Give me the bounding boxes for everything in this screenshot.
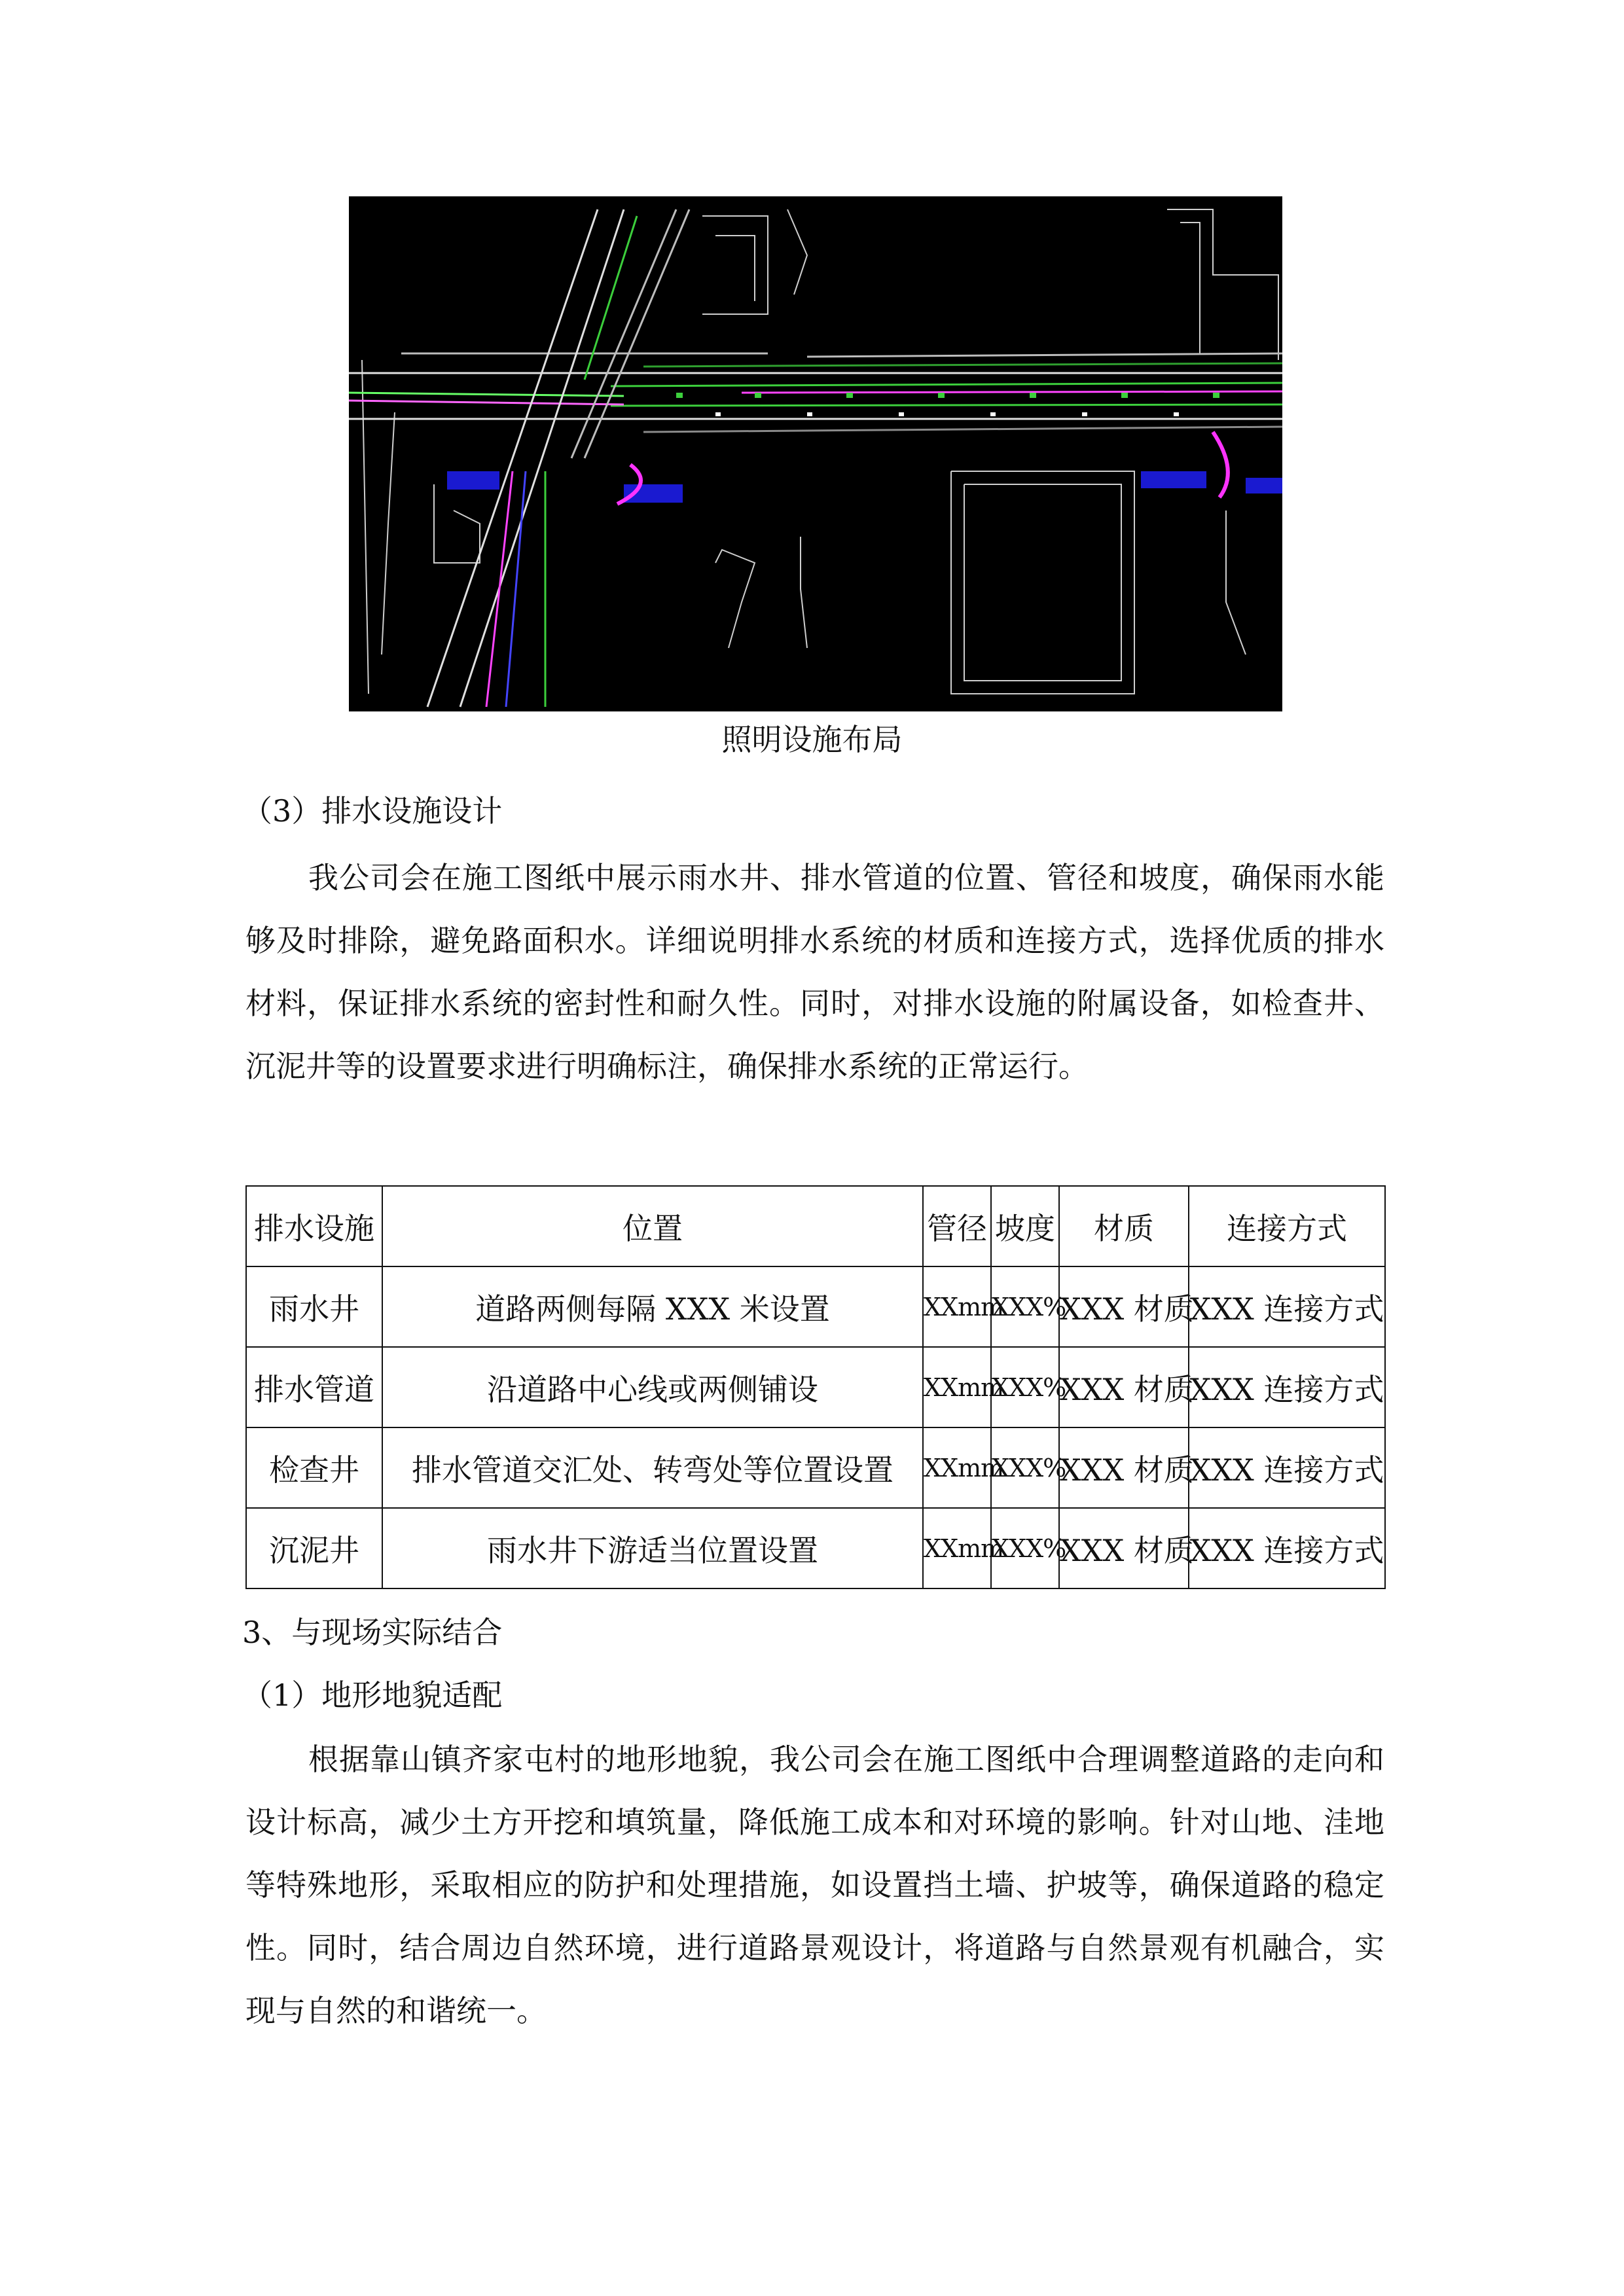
table-cell: XXX% xyxy=(991,1347,1059,1427)
table-cell: XXX 材质 xyxy=(1059,1508,1189,1588)
table-cell: XXmm xyxy=(923,1427,991,1508)
table-cell: XXX% xyxy=(991,1266,1059,1347)
drainage-facilities-table xyxy=(245,1185,1386,1589)
table-cell: 雨水井 xyxy=(246,1266,382,1347)
table-cell: 雨水井下游适当位置设置 xyxy=(382,1508,923,1588)
table-cell: XXX% xyxy=(991,1427,1059,1508)
table-header-cell: 坡度 xyxy=(991,1186,1059,1266)
terrain-subheading: （1）地形地貌适配 xyxy=(242,1677,503,1713)
site-section-heading: 3、与现场实际结合 xyxy=(242,1615,503,1650)
table-header-cell: 管径 xyxy=(923,1186,991,1266)
table-cell: 道路两侧每隔 XXX 米设置 xyxy=(382,1266,923,1347)
table-cell: XXX 连接方式 xyxy=(1189,1508,1385,1588)
table-cell: 沿道路中心线或两侧铺设 xyxy=(382,1347,923,1427)
table-cell: XXX 材质 xyxy=(1059,1347,1189,1427)
table-cell: XXX 连接方式 xyxy=(1189,1347,1385,1427)
table-row xyxy=(246,1266,1385,1347)
table-cell: XXX 连接方式 xyxy=(1189,1427,1385,1508)
table-row xyxy=(246,1347,1385,1427)
table-cell: XXmm xyxy=(923,1266,991,1347)
table-header-cell: 连接方式 xyxy=(1189,1186,1385,1266)
table-row xyxy=(246,1508,1385,1588)
table-cell: XXmm xyxy=(923,1508,991,1588)
table-row xyxy=(246,1427,1385,1508)
table-cell: XXX% xyxy=(991,1508,1059,1588)
table-cell: XXmm xyxy=(923,1347,991,1427)
terrain-paragraph: 根据靠山镇齐家屯村的地形地貌，我公司会在施工图纸中合理调整道路的走向和设计标高，减少土方开挖和填筑量，降低施工成本和对环境的影响。针对山地、洼地等特殊地形，采取相应的防护和处理措施，如设置挡土墙、护坡等，确保道路的稳定性。同时，结合周边自然环境，进行道路景观设计，将道路与自然景观有机融合，实现与自然的和谐统一。 xyxy=(245,1742,1384,2028)
table-cell: 检查井 xyxy=(246,1427,382,1508)
table-cell: XXX 连接方式 xyxy=(1189,1266,1385,1347)
drainage-section-paragraph: 我公司会在施工图纸中展示雨水井、排水管道的位置、管径和坡度，确保雨水能够及时排除，避免路面积水。详细说明排水系统的材质和连接方式，选择优质的排水材料，保证排水系统的密封性和耐久性。同时，对排水设施的附属设备，如检查井、沉泥井等的设置要求进行明确标注，确保排水系统的正常运行。 xyxy=(245,860,1384,1084)
table-header-row xyxy=(246,1186,1385,1266)
figure-caption: 照明设施布局 xyxy=(721,722,903,757)
table-header-cell: 位置 xyxy=(382,1186,923,1266)
lighting-layout-cad-drawing xyxy=(349,196,1282,711)
table-cell: 排水管道 xyxy=(246,1347,382,1427)
table-header-cell: 材质 xyxy=(1059,1186,1189,1266)
table-cell: XXX 材质 xyxy=(1059,1427,1189,1508)
table-header-cell: 排水设施 xyxy=(246,1186,382,1266)
table-cell: 沉泥井 xyxy=(246,1508,382,1588)
table-cell: XXX 材质 xyxy=(1059,1266,1189,1347)
drainage-section-heading: （3）排水设施设计 xyxy=(242,793,503,829)
table-cell: 排水管道交汇处、转弯处等位置设置 xyxy=(382,1427,923,1508)
